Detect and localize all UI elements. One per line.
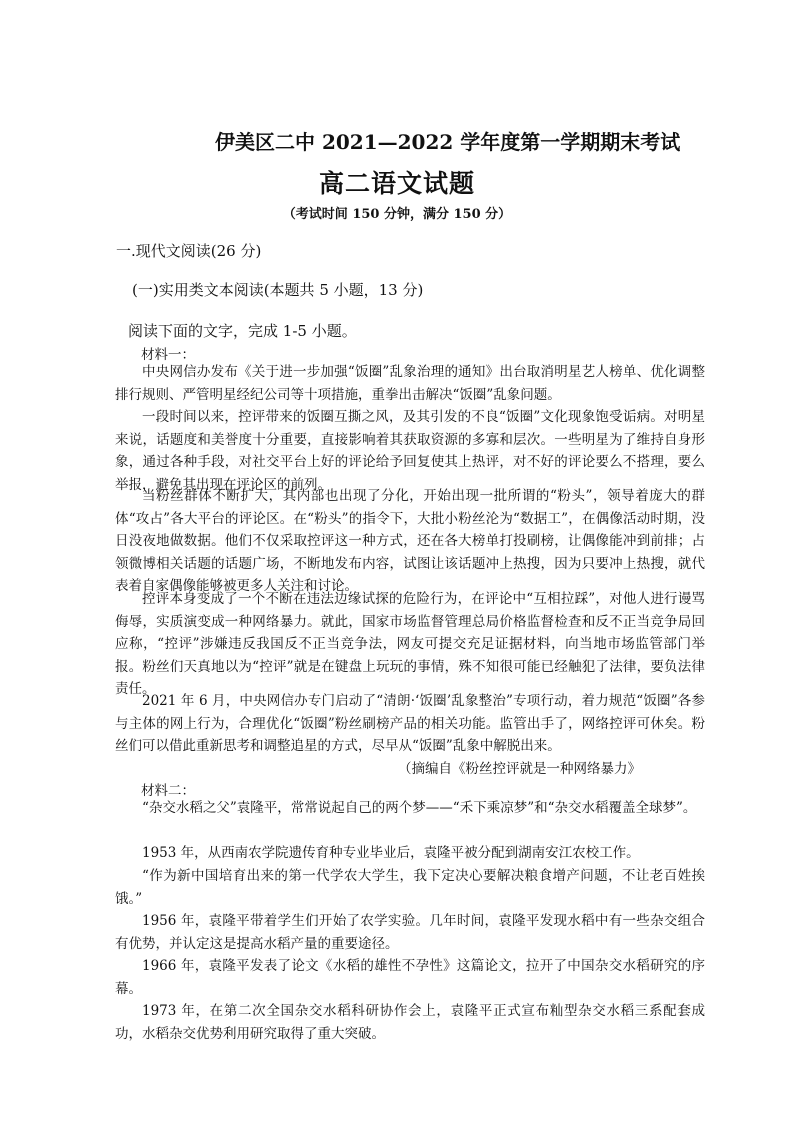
material-two-paragraph: 1973 年，在第二次全国杂交水稻科研协作会上，袁隆平正式宣布籼型杂交水稻三系配套成功，水稻杂交优势利用研究取得了重大突破。 [115,1003,705,1042]
material-two-paragraph: 1953 年，从西南农学院遗传育种专业毕业后，袁隆平被分配到湖南安江农校工作。 [142,845,640,861]
subject-title: 高二语文试题 [318,169,475,198]
material-two-paragraph: 1966 年，袁隆平发表了论文《水稻的雄性不孕性》这篇论文，拉开了中国杂交水稻研究的序幕。 [115,958,705,997]
material-one-paragraph: 当粉丝群体不断扩大，其内部也出现了分化，开始出现一批所谓的“粉头”，领导着庞大的群体“攻占”各大平台的评论区。在“粉头”的指令下，大批小粉丝沦为“数据工”，在偶像活动时期，没日没夜地做数据。他们不仅采取控评这一种方式，还在各大榜单打投刷榜，让偶像能冲到前排；占领微博相关话题的话题广场，不断地发布内容，试图让该话题冲上热搜，因为只要冲上热搜，就代表着自家偶像能够被更多人关注和讨论。 [115,488,705,594]
material-two-label: 材料二： [141,783,195,799]
reading-instruction: 阅读下面的文字，完成 1-5 小题。 [128,322,357,340]
material-two-paragraph: 1956 年，袁隆平带着学生们开始了农学实验。几年时间，袁隆平发现水稻中有一些杂交组合有优势，并认定这是提高水稻产量的重要途径。 [115,913,705,952]
exam-title: 伊美区二中 2021—2022 学年度第一学期期末考试 [215,130,681,154]
section-heading: 一.现代文阅读(26 分) [116,242,262,260]
material-one-paragraph: 2021 年 6 月，中央网信办专门启动了“清朗·‘饭圈’乱象整治”专项行动，着力规范“饭圈”各参与主体的网上行为，合理优化“饭圈”粉丝刷榜产品的相关功能。监管出手了，网络控评可休矣。粉丝们可以借此重新思考和调整追星的方式，尽早从“饭圈”乱象中解脱出来。 [115,693,705,754]
material-one-label: 材料一： [141,347,195,363]
material-one-source: （摘编自《粉丝控评就是一种网络暴力》 [398,761,641,777]
material-two-paragraph: “作为新中国培育出来的第一代学农大学生，我下定决心要解决粮食增产问题，不让老百姓挨饿。” [115,868,705,907]
material-two-paragraph: “杂交水稻之父”袁隆平，常常说起自己的两个梦——“禾下乘凉梦”和“杂交水稻覆盖全球梦”。 [142,800,697,816]
exam-info: （考试时间 150 分钟，满分 150 分） [282,207,512,222]
material-one-paragraph: 控评本身变成了一个不断在违法边缘试探的危险行为，在评论中“互相拉踩”，对他人进行谩骂侮辱，实质演变成一种网络暴力。就此，国家市场监督管理总局价格监督检查和反不正当竞争局回应称，“控评”涉嫌违反我国反不正当竞争法，网友可提交充足证据材料，向当地市场监管部门举报。粉丝们天真地以为“控评”就是在键盘上玩玩的事情，殊不知很可能已经触犯了法律，要负法律责任。 [115,591,705,697]
material-one-paragraph: 中央网信办发布《关于进一步加强“饭圈”乱象治理的通知》出台取消明星艺人榜单、优化调整排行规则、严管明星经纪公司等十项措施，重拳出击解决“饭圈”乱象问题。 [115,364,705,403]
material-one-paragraph: 一段时间以来，控评带来的饭圈互撕之风，及其引发的不良“饭圈”文化现象饱受诟病。对明星来说，话题度和美誉度十分重要，直接影响着其获取资源的多寡和层次。一些明星为了维持自身形象，通过各种手段，对社交平台上好的评论给予回复使其上热评，对不好的评论要么不搭理，要么举报，避免其出现在评论区的前列。 [115,409,705,493]
subsection-heading: (一)实用类文本阅读(本题共 5 小题，13 分) [132,281,424,299]
